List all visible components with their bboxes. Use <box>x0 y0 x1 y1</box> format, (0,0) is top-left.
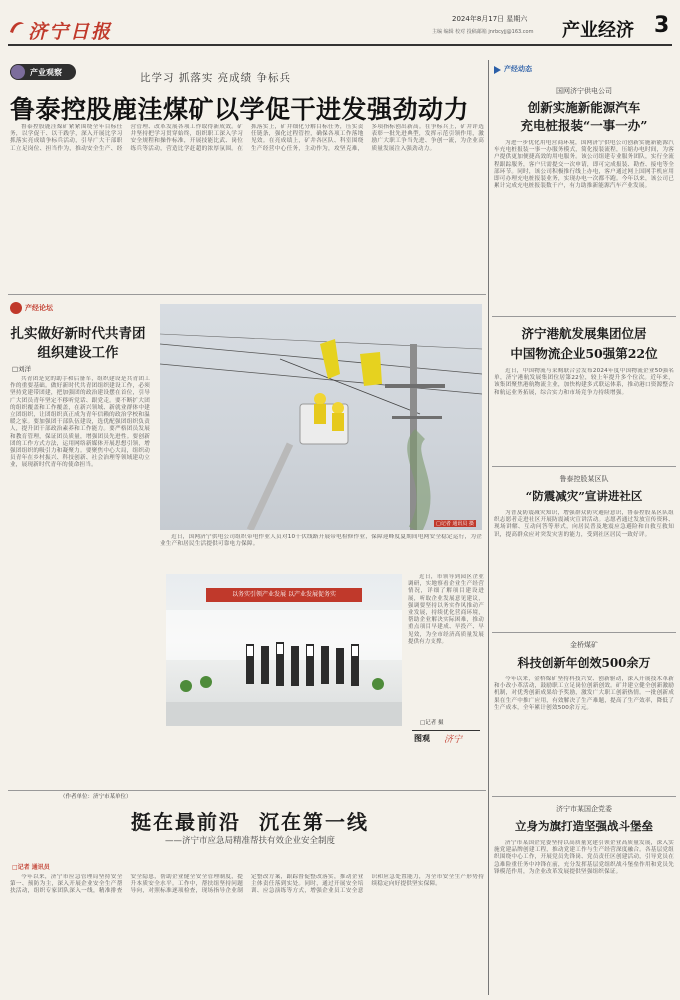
a1-headline-2: 充电桩报装“一事一办” <box>520 118 648 133</box>
photo-label-a: 图观 <box>414 734 430 743</box>
bottom-tag: □记者 通讯员 <box>12 864 50 871</box>
main-photo <box>160 304 482 530</box>
left-tag-label: 产经论坛 <box>25 304 53 312</box>
divider-lead <box>8 294 486 295</box>
news-icon <box>494 66 501 74</box>
a5-kicker: 济宁市某国企党委 <box>556 805 612 813</box>
bottom-headline: 挺在最前沿 沉在第一线 <box>131 810 369 834</box>
left-tag-badge <box>10 302 70 314</box>
section-title: 产业经济 <box>562 20 634 41</box>
a2-body: 近日，中国物流与采购联合会发布2024年度中国物流企业50强名单，济宁港航发展集团位居第22位，较上年提升多个位次。近年来，该集团聚焦港航物流主业，加快构建多式联运体系，推动港口资源整合和航运业务拓展，综合实力和市场竞争力持续增强。 <box>494 368 674 396</box>
page-number: 3 <box>654 13 670 38</box>
a3-headline: “防震减灾”宣讲进社区 <box>525 489 643 503</box>
second-photo <box>166 574 402 726</box>
divider-r4 <box>492 796 676 797</box>
masthead <box>0 0 680 52</box>
divider-r3 <box>492 632 676 633</box>
photo-section-label <box>412 730 480 745</box>
divider-r1 <box>492 316 676 317</box>
a1-headline-1: 创新实施新能源汽车 <box>527 100 641 115</box>
divider-col <box>488 60 489 995</box>
paper-name: 济宁日报 <box>28 21 113 43</box>
divider-bottom <box>8 790 486 791</box>
left-author-note: （作者单位：济宁市某单位） <box>60 794 132 800</box>
contact-line: 主编 编辑 校对 投稿邮箱 jnrbcyjj@163.com <box>432 29 534 35</box>
lead-body: 鲁泰控股鹿洼煤矿紧紧围绕全年目标任务，以学促干、以干践学，深入开展比学习抓落实亮成绩争标兵活动，引导广大干部职工立足岗位、担当作为，推动安全生产、经营管理、改革发展各项工作取得新成效。矿井坚持把学习贯穿始终，组织职工深入学习安全规程和操作标准，开展技能比武、岗位练兵等活动，营造比学赶超的浓厚氛围。在抓落实上，矿井细化分解目标任务，压实责任链条，强化过程管控，确保各项工作落地见效。在亮成绩上，矿井各区队、科室围绕生产经营中心任务，主动作为，攻坚克难，多项指标创出新高。在争标兵上，矿井评选表彰一批先进典型，发挥示范引领作用，激励广大职工争当先进、争创一流，为企业高质量发展注入强劲动力。 <box>10 124 484 152</box>
right-tag-label: 产经动态 <box>504 65 532 73</box>
photo-label-b: 济宁 <box>444 735 463 745</box>
forum-icon <box>10 302 22 314</box>
bottom-body: 今年以来，济宁市应急管理局坚持安全第一、预防为主，深入开展企业安全生产帮扶活动，组织专家团队深入一线，精准排查安全隐患，帮助企业健全安全管理制度，提升本质安全水平。工作中，帮扶组坚持问题导向，对照标准逐项检查，现场指导企业制定整改方案，跟踪督促整改落实，推动企业主体责任落到实处。同时，通过开展安全培训、应急演练等方式，增强企业员工安全意识和应急处置能力，为全市安全生产形势持续稳定向好提供坚实保障。 <box>10 874 484 895</box>
bottom-subheadline: ——济宁市应急局精准帮扶有效企业安全制度 <box>164 836 335 846</box>
second-photo-credit: □记者 摄 <box>420 720 444 726</box>
left-author: □刘洋 <box>12 365 32 373</box>
a5-headline: 立身为旗打造坚强战斗堡垒 <box>515 819 653 833</box>
lead-tag-label: 产业观察 <box>30 68 62 77</box>
right-tag-badge <box>494 64 558 76</box>
logo-icon <box>8 18 26 36</box>
a2-headline-1: 济宁港航发展集团位居 <box>521 326 647 341</box>
left-headline-1: 扎实做好新时代共青团 <box>10 326 146 342</box>
main-photo-credit: □记者 通讯员 摄 <box>436 521 474 527</box>
left-headline-2: 组织建设工作 <box>37 345 119 361</box>
a1-kicker: 国网济宁供电公司 <box>556 87 612 95</box>
main-photo-caption: 近日，国网济宁供电公司组织带电作业人员对10千伏线路开展带电检修作业，保障迎峰度夏期间电网安全稳定运行，为企业生产和居民生活提供可靠电力保障。 <box>160 534 482 548</box>
a4-kicker: 金桥煤矿 <box>570 641 598 649</box>
camera-icon <box>11 65 25 79</box>
a2-headline-2: 中国物流企业50强第22位 <box>510 346 658 361</box>
masthead-rule <box>8 44 672 46</box>
left-body: 共青团是党的助手和后备军，组织建设是共青团工作的重要基础。做好新时代共青团组织建设工作，必须坚持党建带团建，把加强团的政治建设摆在首位，引导广大团员青年坚定不移听党话、跟党走。要不断扩大团的组织覆盖和工作覆盖，在新兴领域、新就业群体中建立团组织，让团组织真正成为青年信赖的政治学校和温暖之家。要加强团干部队伍建设，选优配强团组织负责人，提升团干部政治素养和工作能力。要严格团员发展和教育管理，保证团员质量，增强团员先进性。要创新团的工作方式方法，运用网络新媒体开展思想引领，增强团组织的吸引力和凝聚力。要聚焦中心大局，组织动员青年在乡村振兴、科技创新、社会治理等领域建功立业，展现新时代青年的使命担当。 <box>10 376 150 469</box>
a5-body: 济宁市某国企党委坚持以高质量党建引领企业高质量发展，深入实施党建品牌创建工程，推动党建工作与生产经营深度融合。各基层党组织围绕中心工作，开展党员先锋岗、党员责任区创建活动，引导党员在急难险重任务中冲锋在前，充分发挥基层党组织战斗堡垒作用和党员先锋模范作用，为企业改革发展提供坚强组织保证。 <box>494 840 674 875</box>
meeting-illustration <box>166 574 402 726</box>
second-photo-banner: 以务实引领产业发展 以产业发展促务实 <box>206 588 362 602</box>
second-photo-text: 近日，市领导到园区企业调研，实地察看企业生产经营情况，详细了解项目建设进展，听取企业发展意见建议，强调要坚持以务实作风推动产业发展，持续优化营商环境，帮助企业解决实际困难，推动重点项目早建成、早投产、早见效，为全市经济高质量发展提供有力支撑。 <box>408 574 484 645</box>
power-lines-illustration <box>160 304 482 530</box>
a3-kicker: 鲁泰控股某区队 <box>559 475 609 483</box>
a3-body: 为普及防震减灾知识，增强群众防灾避险意识，鲁泰控股某区队组织志愿者走进社区开展防震减灾宣讲活动。志愿者通过发放宣传资料、现场讲解、互动问答等形式，向居民普及地震应急避险和自救互救知识，提高群众应对突发灾害的能力，受到社区居民一致好评。 <box>494 510 674 538</box>
lead-kicker: 比学习 抓落实 亮成绩 争标兵 <box>140 72 292 84</box>
lead-tag-badge <box>10 64 76 80</box>
a4-headline: 科技创新年创效500余万 <box>517 656 651 670</box>
lead-headline: 鲁泰控股鹿洼煤矿以学促干进发强劲动力 <box>10 95 470 124</box>
date-line: 2024年8月17日 星期六 <box>452 15 528 23</box>
divider-r2 <box>492 466 676 467</box>
a1-body: 为进一步优化用电营商环境，国网济宁供电公司创新实施新能源汽车充电桩报装一事一办服务模式，简化报装流程，压缩办电时间，为客户提供更加便捷高效的用电服务。该公司组建专业服务团队，实行全流程跟踪服务，客户只需提交一次申请，即可完成报装、勘查、接电等全部环节。同时，该公司积极推行线上办电，客户通过网上国网手机应用即可办理充电桩报装业务，实现办电一次都不跑。今年以来，该公司已累计完成充电桩报装数千户，有力助推新能源汽车产业发展。 <box>494 140 674 190</box>
a4-body: 今年以来，金桥煤矿坚持科技兴安、创新驱动，深入开展技术革新和小改小革活动，鼓励职工立足岗位创新创效。矿井建立健全创新激励机制，对优秀创新成果给予奖励，激发广大职工创新热情。一批创新成果在生产中推广应用，有效解决了生产难题，提高了生产效率，降低了生产成本，全年累计创效500余万元。 <box>494 676 674 711</box>
